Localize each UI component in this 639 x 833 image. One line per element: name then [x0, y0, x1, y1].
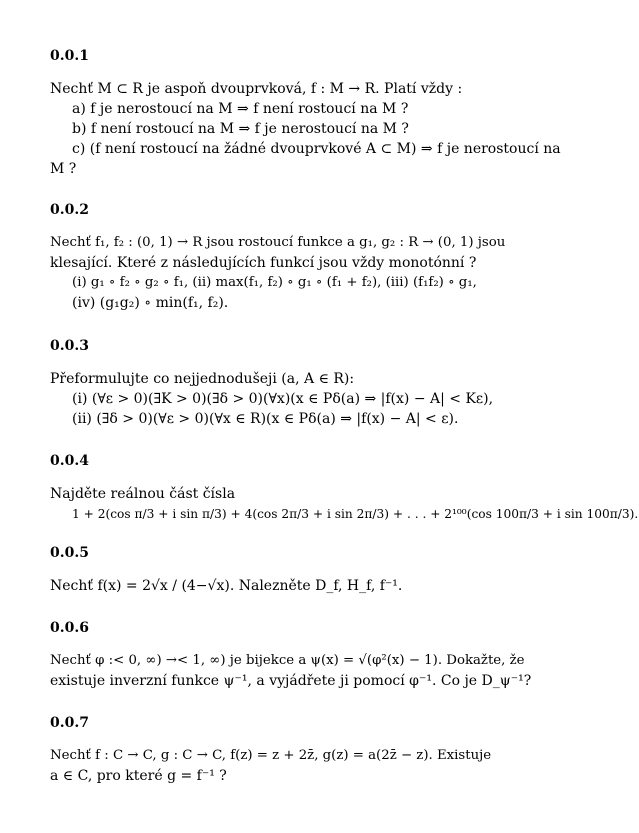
problem-number: 0.0.4 — [50, 453, 89, 469]
problem-body — [50, 746, 590, 786]
problem-line: a) f je nerostoucí na M ⇒ f není rostoucí na M ? — [72, 101, 409, 117]
problem-line: existuje inverzní funkce ψ⁻¹, a vyjádřete ji pomocí φ⁻¹. Co je D_ψ⁻¹? — [50, 673, 532, 689]
problem-line: 1 + 2(cos π/3 + i sin π/3) + 4(cos 2π/3 + i sin 2π/3) + . . . + 2¹⁰⁰(cos 100π/3 + i sin 100π/3). — [72, 507, 639, 521]
problem-line: Přeformulujte co nejjednodušeji (a, A ∈ R): — [50, 371, 355, 387]
problem-0-0-6 — [50, 619, 590, 691]
problem-number: 0.0.3 — [50, 338, 89, 354]
problem-line: Najděte reálnou část čísla — [50, 486, 236, 502]
problem-line: klesající. Které z následujících funkcí jsou vždy monotónní ? — [50, 255, 477, 271]
problem-number: 0.0.1 — [50, 48, 89, 64]
problem-0-0-3 — [50, 337, 590, 429]
problem-body — [50, 651, 590, 691]
problem-line: a ∈ C, pro které g = f⁻¹ ? — [50, 768, 227, 784]
problem-0-0-5 — [50, 544, 590, 596]
problem-body — [50, 484, 639, 524]
problem-body — [50, 369, 590, 429]
problem-0-0-1 — [50, 47, 590, 179]
problem-line: b) f není rostoucí na M ⇒ f je nerostoucí na M ? — [72, 121, 409, 137]
problem-body — [50, 79, 590, 179]
problem-line: Nechť f₁, f₂ : (0, 1) → R jsou rostoucí funkce a g₁, g₂ : R → (0, 1) jsou — [50, 235, 506, 250]
problem-0-0-7 — [50, 714, 590, 786]
problem-line: (i) g₁ ∘ f₂ ∘ g₂ ∘ f₁, (ii) max(f₁, f₂) ∘ g₁ ∘ (f₁ + f₂), (iii) (f₁f₂) ∘ g₁, — [72, 275, 477, 290]
problem-0-0-4 — [50, 452, 639, 524]
problem-number: 0.0.7 — [50, 715, 89, 731]
problem-line: Nechť f(x) = 2√x / (4−√x). Nalezněte D_f, H_f, f⁻¹. — [50, 578, 403, 594]
problem-number: 0.0.2 — [50, 202, 89, 218]
problem-number: 0.0.5 — [50, 545, 89, 561]
problem-body — [50, 576, 590, 596]
problem-line: M ? — [50, 161, 77, 177]
problem-line: (i) (∀ε > 0)(∃K > 0)(∃δ > 0)(∀x)(x ∈ Pδ(a) ⇒ |f(x) − A| < Kε), — [72, 391, 494, 407]
problem-number: 0.0.6 — [50, 620, 89, 636]
problem-body — [50, 233, 590, 313]
problem-line: Nechť f : C → C, g : C → C, f(z) = z + 2z̄, g(z) = a(2z̄ − z). Existuje — [50, 748, 492, 763]
problem-line: (iv) (g₁g₂) ∘ min(f₁, f₂). — [72, 295, 229, 311]
problem-line: c) (f není rostoucí na žádné dvouprvkové A ⊂ M) ⇒ f je nerostoucí na — [72, 141, 561, 157]
problem-0-0-2 — [50, 201, 590, 313]
problem-line: (ii) (∃δ > 0)(∀ε > 0)(∀x ∈ R)(x ∈ Pδ(a) ⇒ |f(x) − A| < ε). — [72, 411, 459, 427]
problem-line: Nechť φ :< 0, ∞) →< 1, ∞) je bijekce a ψ(x) = √(φ²(x) − 1). Dokažte, že — [50, 653, 525, 668]
problem-line: Nechť M ⊂ R je aspoň dvouprvková, f : M → R. Platí vždy : — [50, 81, 463, 97]
